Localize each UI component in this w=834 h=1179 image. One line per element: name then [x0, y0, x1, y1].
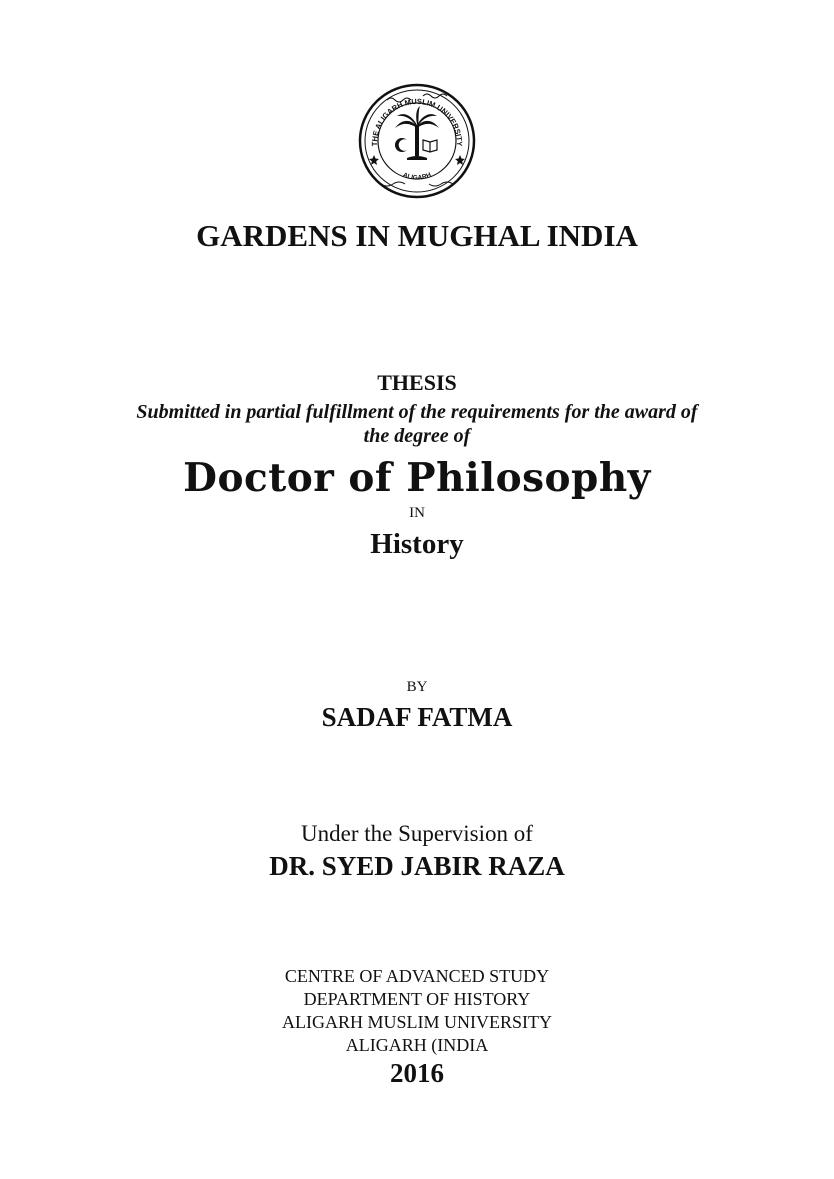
document-type: THESIS [377, 370, 457, 395]
crescent-icon [395, 138, 410, 152]
degree-name: Doctor of Philosophy [183, 455, 651, 501]
submission-year: 2016 [390, 1058, 444, 1088]
thesis-title: GARDENS IN MUGHAL INDIA [196, 218, 638, 253]
author-name: SADAF FATMA [321, 702, 513, 732]
institution-location: ALIGARH (INDIA [345, 1035, 489, 1055]
in-label: IN [409, 505, 425, 521]
institution-centre: CENTRE OF ADVANCED STUDY [284, 966, 550, 986]
submission-statement-line-1: Submitted in partial fulfillment of the requirements for the award of [136, 401, 698, 423]
seal-bottom-text: ALIGARH [401, 171, 433, 182]
subject-name: History [370, 528, 464, 560]
institution-university: ALIGARH MUSLIM UNIVERSITY [282, 1012, 552, 1032]
seal-ring-text: THE ALIGARH MUSLIM UNIVERSITY [369, 96, 465, 147]
supervisor-name: DR. SYED JABIR RAZA [269, 851, 565, 881]
submission-statement-line-2: the degree of [363, 425, 471, 447]
university-seal-icon [357, 82, 477, 200]
supervision-label: Under the Supervision of [301, 821, 533, 846]
institution-department: DEPARTMENT OF HISTORY [303, 989, 531, 1009]
by-label: BY [406, 679, 428, 695]
open-book-icon [423, 140, 437, 152]
